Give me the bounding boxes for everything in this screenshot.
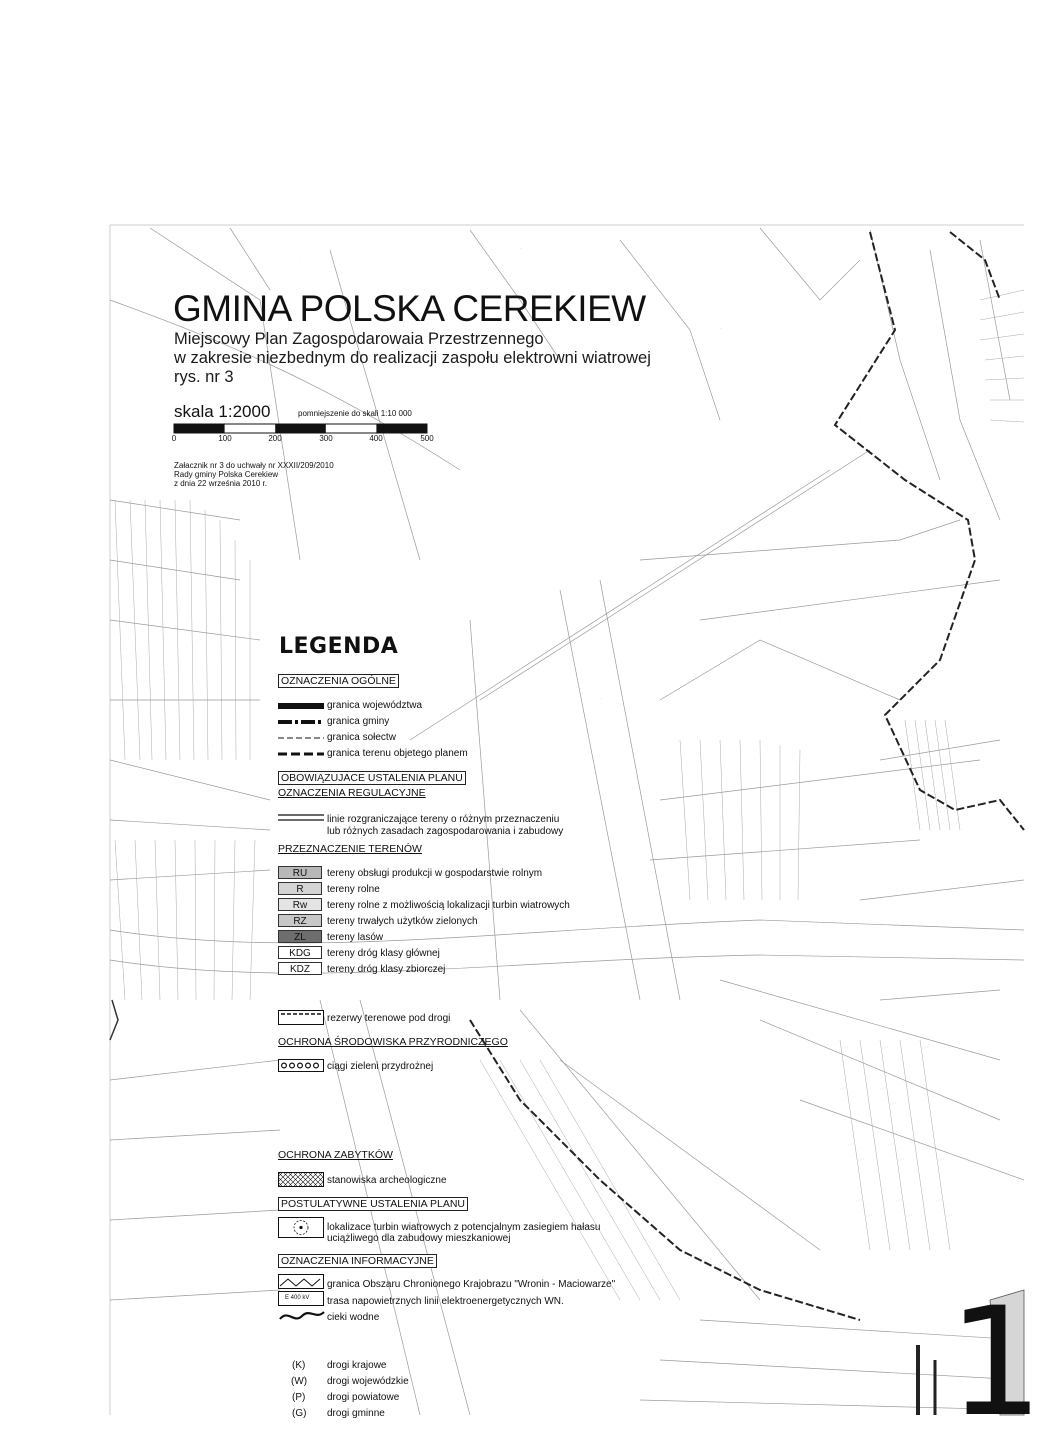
regulatory-text-2: lub różnych zasadach zagospodarowania i zabudowy (327, 826, 564, 837)
postulated-heading: POSTULATYWNE USTALENIA PLANU (278, 1197, 468, 1211)
drawing-number: rys. nr 3 (174, 368, 234, 386)
sheet-number: 1 (948, 1276, 1043, 1450)
archaeological-site-symbol (278, 1172, 326, 1188)
road-code-g: (G) (292, 1408, 307, 1419)
archaeological-site-label: stanowiska archeologiczne (327, 1175, 447, 1186)
roadside-greenery-label: ciągi zieleni przydrożnej (327, 1061, 434, 1072)
svg-text:·: · (300, 256, 302, 261)
scale-tick-300: 300 (319, 434, 333, 443)
legend-item-voivodeship-border: granica województwa (327, 700, 423, 711)
land-use-ru-label: tereny obsługi produkcji w gospodarstwie rolnym (327, 868, 543, 879)
scale-note: pomniejszenie do skali 1:10 000 (298, 409, 412, 418)
scale-tick-500: 500 (420, 434, 434, 443)
informational-heading: OZNACZENIA INFORMACYJNE (278, 1254, 437, 1268)
road-reserve-label: rezerwy terenowe pod drogi (327, 1013, 451, 1024)
legend-item-village-border: granica sołectw (327, 732, 396, 743)
swatch-rz: RZ (278, 914, 322, 927)
environment-heading: OCHRONA ŚRODOWISKA PRZYRODNICZEGO (278, 1036, 508, 1048)
land-use-kdg-label: tereny dróg klasy głównej (327, 948, 440, 959)
land-use-r-label: tereny rolne (327, 884, 380, 895)
wind-turbine-symbol (278, 1217, 326, 1239)
land-use-rw-label: tereny rolne z możliwością lokalizacji turbin wiatrowych (327, 900, 570, 911)
landscape-area-label: granica Obszaru Chronionego Krajobrazu "Wronin - Maciowarze" (327, 1279, 616, 1290)
road-label-w: drogi wojewódzkie (327, 1376, 409, 1387)
swatch-kdg: KDG (278, 946, 322, 959)
plan-name: Miejscowy Plan Zagospodarowaia Przestrzennego (174, 330, 544, 348)
scale-tick-400: 400 (369, 434, 383, 443)
legend-item-plan-border: granica terenu objetego planem (327, 748, 468, 759)
road-code-w: (W) (291, 1376, 308, 1387)
power-line-label: trasa napowietrznych linii elektroenergetycznych WN. (327, 1296, 564, 1307)
road-reserve-symbol (278, 1010, 326, 1026)
svg-text:·: · (520, 246, 522, 251)
regulatory-line-symbol (278, 812, 326, 824)
monuments-heading: OCHRONA ZABYTKÓW (278, 1149, 393, 1161)
land-use-zl-label: tereny lasów (327, 932, 384, 943)
svg-text:·: · (720, 326, 722, 331)
swatch-r: R (278, 882, 322, 895)
swatch-zl: ZL (278, 930, 322, 943)
wind-turbine-text-2: uciążliwego dla zabudowy mieszkaniowej (327, 1233, 511, 1244)
legend-title: LEGENDA (279, 634, 399, 659)
scale-tick-200: 200 (268, 434, 282, 443)
watercourse-label: cieki wodne (327, 1312, 380, 1323)
scale-tick-100: 100 (218, 434, 232, 443)
scale-tick-0: 0 (171, 434, 177, 443)
land-use-rz-label: tereny trwałych użytków zielonych (327, 916, 478, 927)
binding-heading: OBOWIĄZUJACE USTALENIA PLANU (278, 771, 466, 785)
road-code-k: (K) (292, 1360, 306, 1371)
scale-bar (174, 424, 429, 434)
regulatory-heading: OZNACZENIA REGULACYJNE (278, 787, 426, 799)
swatch-kdz: KDZ (278, 962, 322, 975)
attachment-line-3: z dnia 22 września 2010 r. (174, 479, 267, 488)
wind-turbine-text-1: lokalizace turbin wiatrowych z potencjalnym zasiegiem hałasu (327, 1222, 601, 1233)
swatch-ru: RU (278, 866, 322, 879)
general-symbols (278, 699, 326, 763)
roadside-greenery-symbol (278, 1059, 326, 1073)
svg-text:·: · (600, 696, 602, 701)
plan-scope: w zakresie niezbednym do realizacji zaspołu elektrowni wiatrowej (174, 349, 651, 367)
regulatory-text-1: linie rozgraniczające tereny o różnym przeznaczeniu (327, 814, 560, 825)
scale-label: skala 1:2000 (174, 402, 271, 421)
general-heading: OZNACZENIA OGÓLNE (278, 674, 399, 688)
attachment-line-1: Załacznik nr 3 do uchwały nr XXXII/209/2010 (174, 461, 334, 470)
land-use-kdz-label: tereny dróg klasy zbiorczej (327, 964, 446, 975)
road-label-k: drogi krajowe (327, 1360, 387, 1371)
land-use-heading: PRZEZNACZENIE TERENÓW (278, 843, 422, 855)
road-label-p: drogi powiatowe (327, 1392, 400, 1403)
road-label-g: drogi gminne (327, 1408, 385, 1419)
swatch-rw: Rw (278, 898, 322, 911)
map-title: GMINA POLSKA CEREKIEW (173, 288, 646, 329)
svg-text:·: · (780, 616, 782, 621)
road-code-p: (P) (292, 1392, 306, 1403)
legend-item-commune-border: granica gminy (327, 716, 390, 727)
attachment-line-2: Rady gminy Polska Cerekiew (174, 470, 279, 479)
svg-text:·: · (860, 416, 862, 421)
power-line-symbol-label: E 400 kV (285, 1295, 310, 1301)
